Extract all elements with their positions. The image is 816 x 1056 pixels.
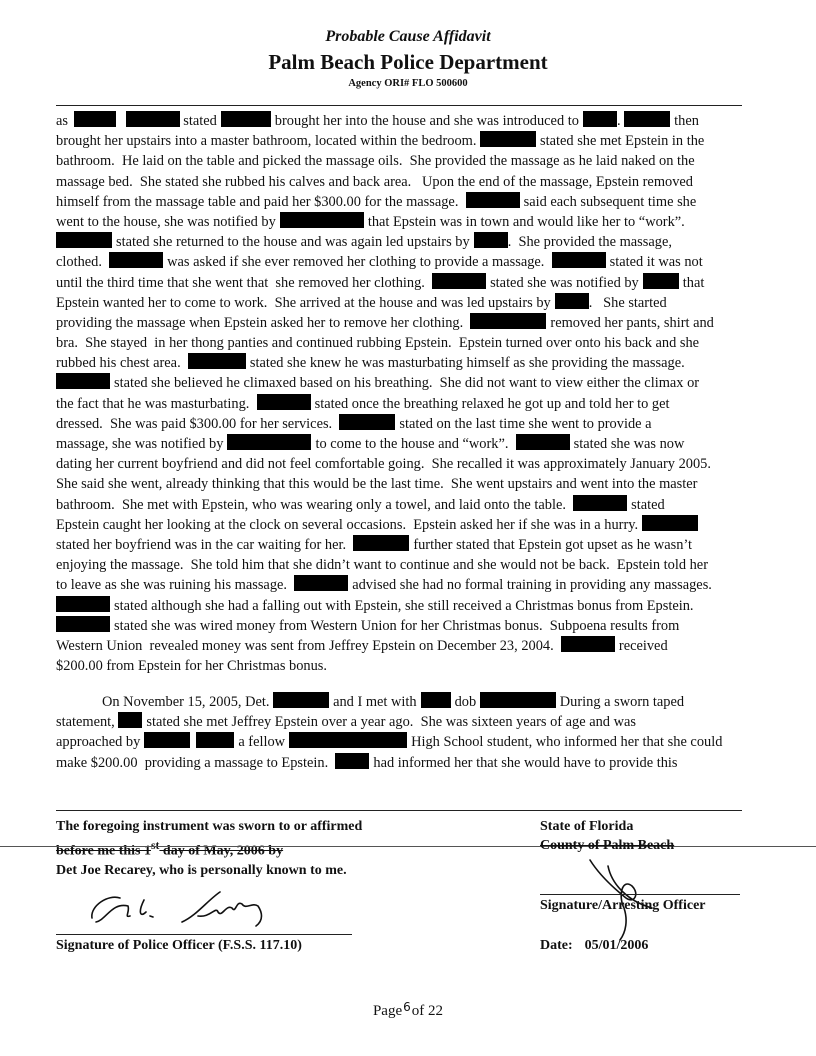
text-line: clothed. was asked if she ever removed her clothing to provide a massage. stated it was not: [56, 254, 703, 271]
sworn-line-2: before me this 1st day of May, 2006 by: [56, 839, 284, 859]
redaction-block: [573, 495, 627, 511]
redaction-block: [126, 111, 180, 127]
redaction-block: [561, 636, 615, 652]
agency-ori: Agency ORI# FLO 500600: [348, 78, 468, 89]
redaction-block: [289, 732, 407, 748]
redaction-block: [56, 616, 110, 632]
scan-line: [0, 846, 816, 847]
redaction-block: [466, 192, 520, 208]
text-line: went to the house, she was notified by that Epstein was in town and would like her to “work”.: [56, 213, 685, 230]
redaction-block: [227, 434, 311, 450]
sworn-line-1: The foregoing instrument was sworn to or affirmed: [56, 819, 363, 834]
redaction-block: [624, 111, 670, 127]
text-line: Epstein caught her looking at the clock on several occasions. Epstein asked her if she was in a hurry.: [56, 515, 776, 535]
redaction-block: [552, 252, 606, 268]
text-line: stated although she had a falling out with Epstein, she still received a Christmas bonus from Epstein.: [56, 596, 776, 616]
redaction-block: [480, 131, 536, 147]
text-line: Epstein wanted her to come to work. She arrived at the house and was led upstairs by . She started: [56, 294, 667, 311]
text-line: himself from the massage table and paid her $300.00 for the massage. said each subsequent time she: [56, 193, 697, 210]
redaction-block: [480, 692, 556, 708]
narrative-paragraph-1: [56, 111, 776, 676]
redaction-block: [555, 293, 589, 309]
redaction-block: [257, 394, 311, 410]
redaction-block: [642, 515, 698, 531]
redaction-block: [643, 273, 679, 289]
officer-signature: [86, 882, 286, 932]
redaction-block: [118, 712, 142, 728]
page-number: Page$^6$of 22: [372, 1000, 444, 1019]
text-line: bathroom. She met with Epstein, who was wearing only a towel, and laid onto the table. stated: [56, 496, 665, 513]
text-line: dressed. She was paid $300.00 for her services. stated on the last time she went to provide a: [56, 415, 652, 432]
redaction-block: [74, 111, 116, 127]
redaction-block: [470, 313, 546, 329]
redaction-block: [221, 111, 271, 127]
redaction-block: [280, 212, 364, 228]
redaction-block: [273, 692, 329, 708]
redaction-block: [339, 414, 395, 430]
text-line: stated she believed he climaxed based on his breathing. She did not want to view either the climax or: [56, 373, 776, 393]
state-block: [540, 817, 674, 855]
redaction-block: [335, 753, 369, 769]
redaction-block: [421, 692, 451, 708]
text-line: providing the massage when Epstein asked her to remove her clothing. removed her pants, shirt and: [56, 314, 714, 331]
county-name: County of Palm Beach: [540, 838, 675, 853]
arresting-signature-line: [540, 894, 740, 895]
text-line: stated she was wired money from Western Union for her Christmas bonus. Subpoena results from: [56, 616, 776, 636]
document-title: Probable Cause Affidavit: [325, 28, 491, 45]
text-line: to leave as she was ruining his massage. advised she had no formal training in providing any massages.: [56, 577, 712, 594]
text-line: make $200.00 providing a massage to Epstein. had informed her that she would have to provide this: [56, 754, 678, 771]
redaction-block: [353, 535, 409, 551]
text-line: massage, she was notified by to come to the house and “work”. stated she was now: [56, 436, 685, 452]
text-line: stated her boyfriend was in the car waiting for her. further stated that Epstein got upset as he wasn’t: [56, 536, 692, 553]
text-line: approached by a fellow High School student, who informed her that she could: [56, 734, 723, 751]
state-name: State of Florida: [540, 819, 634, 834]
redaction-block: [583, 111, 617, 127]
text-line: bathroom. He laid on the table and picked the massage oils. She provided the massage as he laid naked on the: [56, 153, 695, 170]
redaction-block: [56, 232, 112, 248]
signature-date: Date: 05/01/2006: [540, 938, 649, 953]
text-line: statement, stated she met Jeffrey Epstein over a year ago. She was sixteen years of age and was: [56, 714, 636, 731]
sworn-statement: [56, 817, 362, 880]
sworn-line-3: Det Joe Recarey, who is personally known to me.: [56, 862, 347, 878]
text-line: enjoying the massage. She told him that she didn’t want to continue and she would not be back. Epstein told her: [56, 557, 708, 574]
redaction-block: [516, 434, 570, 450]
redaction-block: [144, 732, 190, 748]
redaction-block: [196, 732, 234, 748]
redaction-block: [109, 252, 163, 268]
header-divider: [56, 105, 742, 106]
text-line: bra. She stayed in her thong panties and continued rubbing Epstein. Epstein turned over onto his back and she: [56, 335, 700, 352]
redaction-block: [56, 373, 110, 389]
text-line: Western Union revealed money was sent from Jeffrey Epstein on December 23, 2004. received: [56, 637, 668, 654]
text-line: She said she went, already thinking that this would be the last time. She went upstairs and went into the master: [56, 476, 698, 493]
text-line: as stated brought her into the house and she was introduced to . then: [56, 113, 699, 129]
arresting-officer-label: Signature/Arresting Officer: [540, 898, 706, 913]
text-line: $200.00 from Epstein for her Christmas bonus.: [56, 658, 327, 675]
text-line: until the third time that she went that she removed her clothing. stated she was notified by that: [56, 274, 705, 291]
text-line: brought her upstairs into a master bathroom, located within the bedroom. stated she met Epstein in the: [56, 133, 705, 150]
officer-signature-line: [56, 934, 352, 935]
text-line: massage bed. She stated she rubbed his calves and back area. Upon the end of the massage, Epstein removed: [56, 173, 693, 190]
signature-section-divider: [56, 810, 742, 811]
text-line: rubbed his chest area. stated she knew he was masturbating himself as she providing the massage.: [56, 355, 685, 372]
redaction-block: [432, 273, 486, 289]
redaction-block: [474, 232, 508, 248]
officer-signature-label: Signature of Police Officer (F.S.S. 117.10): [56, 938, 302, 953]
narrative-paragraph-2: [56, 692, 776, 773]
department-name: Palm Beach Police Department: [268, 50, 548, 74]
text-line: the fact that he was masturbating. stated once the breathing relaxed he got up and told her to get: [56, 395, 670, 412]
text-line: stated she returned to the house and was again led upstairs by . She provided the massage,: [56, 232, 776, 252]
redaction-block: [294, 575, 348, 591]
text-line: dating her current boyfriend and did not feel comfortable going. She recalled it was approximately January 2005.: [56, 456, 711, 473]
text-line: On November 15, 2005, Det. and I met with dob During a sworn taped: [102, 694, 685, 710]
redaction-block: [188, 353, 246, 369]
redaction-block: [56, 596, 110, 612]
